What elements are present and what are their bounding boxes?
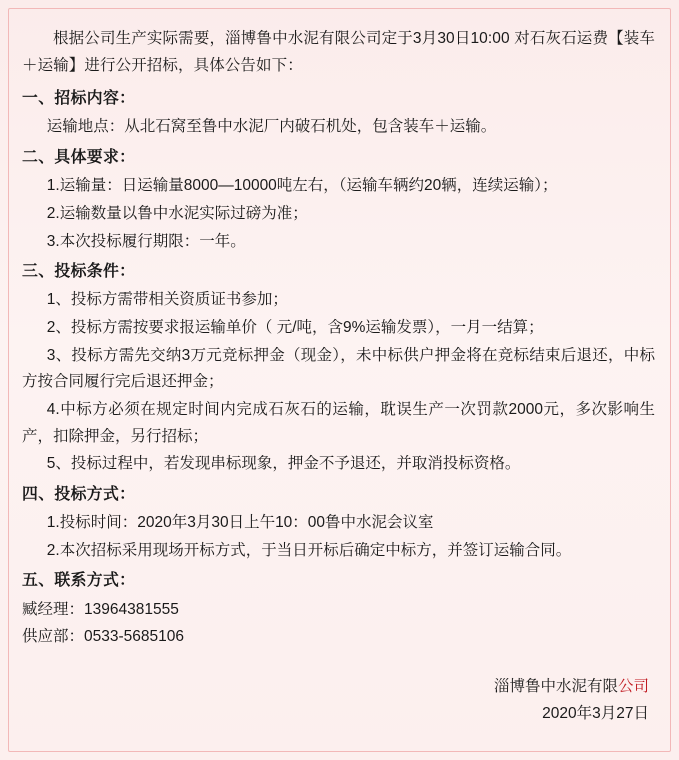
section-3-item-3: 3、投标方需先交纳3万元竞标押金（现金），未中标供户押金将在竞标结束后退还，中标方按合同履行完后退还押金； — [22, 346, 655, 391]
signature-company-prefix: 淄博鲁中水泥有限 — [493, 677, 618, 695]
signature-company — [22, 673, 649, 700]
section-1-item-1: 运输地点：从北石窝至鲁中水泥厂内破石机处，包含装车＋运输。 — [46, 118, 497, 136]
contact-supply-dept: 供应部：0533-5685106 — [22, 628, 184, 646]
section-2-item-1: 1.运输量：日运输量8000—10000吨左右，（运输车辆约20辆，连续运输）； — [46, 177, 558, 195]
contact-manager: 臧经理：13964381555 — [22, 600, 179, 618]
section-heading-5: 五、联系方式： — [22, 572, 136, 590]
section-2-item-3: 3.本次投标履行期限：一年。 — [46, 232, 246, 250]
section-heading-3: 三、投标条件： — [22, 263, 136, 281]
section-3-item-5: 5、投标过程中，若发现串标现象，押金不予退还，并取消投标资格。 — [46, 455, 521, 473]
signature-company-suffix: 公司 — [617, 677, 649, 695]
section-2-item-2: 2.运输数量以鲁中水泥实际过磅为准； — [46, 204, 308, 222]
intro-paragraph: 根据公司生产实际需要，淄博鲁中水泥有限公司定于3月30日10:00 对石灰石运费【装车＋运输】进行公开招标，具体公告如下： — [22, 30, 655, 74]
section-heading-1: 一、招标内容： — [22, 90, 136, 108]
section-4-item-1: 1.投标时间：2020年3月30日上午10：00鲁中水泥会议室 — [46, 514, 434, 532]
section-heading-2: 二、具体要求： — [22, 149, 136, 167]
section-3-item-4: 4.中标方必须在规定时间内完成石灰石的运输，耽误生产一次罚款2000元，多次影响生产，扣除押金，另行招标； — [22, 401, 655, 445]
signature-date: 2020年3月27日 — [542, 705, 649, 723]
section-3-item-2: 2、投标方需按要求报运输单价（ 元/吨，含9%运输发票），一月一结算； — [46, 319, 544, 337]
section-3-item-1: 1、投标方需带相关资质证书参加； — [46, 291, 288, 309]
signature-block — [22, 673, 655, 727]
section-4-item-2: 2.本次招标采用现场开标方式，于当日开标后确定中标方，并签订运输合同。 — [46, 541, 572, 559]
section-heading-4: 四、投标方式： — [22, 486, 136, 503]
document-content — [8, 8, 671, 752]
